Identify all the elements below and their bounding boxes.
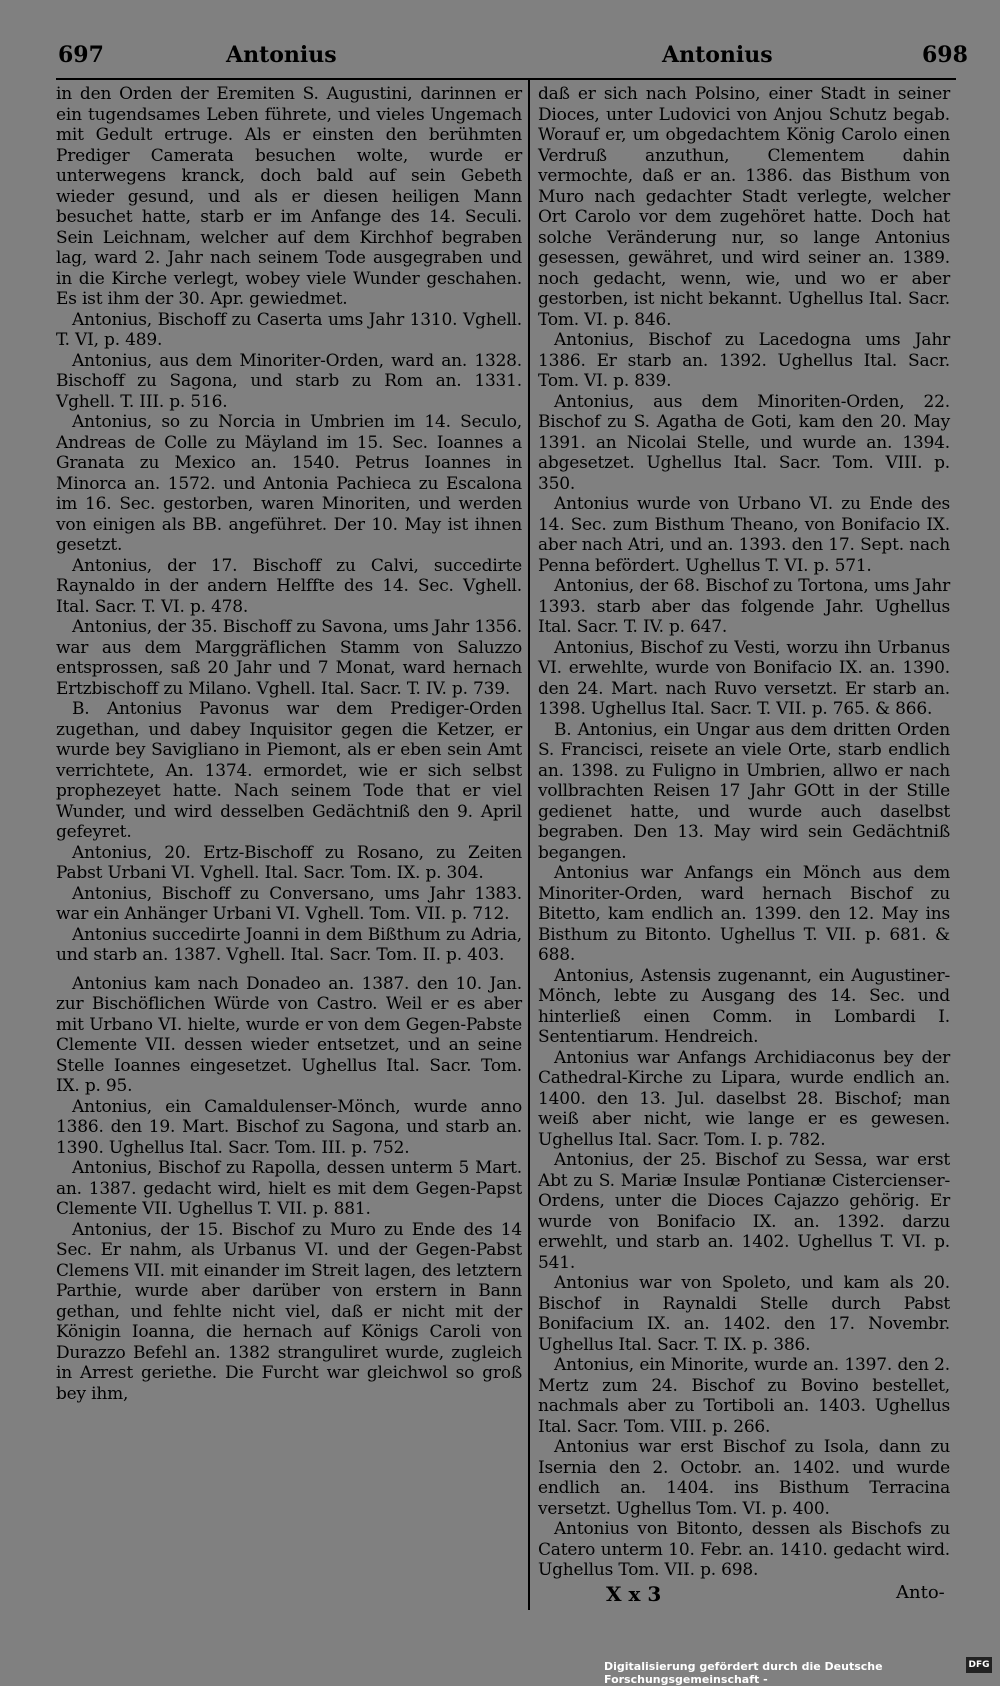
entry: Antonius, 20. Ertz-Bischoff zu Rosano, zu Zeiten Pabst Urbani VI. Vghell. Ital. Sacr. Tom. IX. p. 304. <box>56 842 522 883</box>
entry: Antonius, der 15. Bischof zu Muro zu Ende des 14 Sec. Er nahm, als Urbanus VI. und der Gegen-Pabst Clemens VII. mit einander im Streit lagen, des letztern Parthie, wurde aber darüber von erstern in Bann gethan, und fehlte nicht viel, daß er nicht mit der Königin Ioanna, die hernach auf Königs Caroli von Durazzo Befehl an. 1382 stranguliret wurde, zugleich in Arrest geriethe. Die Furcht war gleichwol so groß bey ihm, <box>56 1219 522 1404</box>
entry: Antonius war erst Bischof zu Isola, dann zu Isernia den 2. Octobr. an. 1402. und wurde endlich an. 1404. ins Bisthum Terracina versetzt. Ughellus Tom. VI. p. 400. <box>538 1437 950 1519</box>
entry: Antonius, so zu Norcia in Umbrien im 14. Seculo, Andreas de Colle zu Mäyland im 15. Sec. Ioannes a Granata zu Mexico an. 1540. Petrus Ioannes in Minorca an. 1572. und Antonia Pachieca zu Escalona im 16. Sec. gestorben, waren Minoriten, und werden von einigen als BB. angeführet. Der 10. May ist ihnen gesetzt. <box>56 412 522 555</box>
digitization-credit: Digitalisierung gefördert durch die Deutsche Forschungsgemeinschaft - <box>604 1660 883 1686</box>
entry: Antonius, Bischof zu Lacedogna ums Jahr 1386. Er starb an. 1392. Ughellus Ital. Sacr. Tom. VI. p. 839. <box>538 330 950 391</box>
entry: Antonius, Bischoff zu Conversano, ums Jahr 1383. war ein Anhänger Urbani VI. Vghell. Tom. VII. p. 712. <box>56 883 522 924</box>
entry: Antonius, ein Minorite, wurde an. 1397. den 2. Mertz zum 24. Bischof zu Bovino bestellet, nachmals aber zu Tortiboli an. 1403. Ughellus Ital. Sacr. Tom. VIII. p. 266. <box>538 1355 950 1437</box>
entry: Antonius war von Spoleto, und kam als 20. Bischof in Raynaldi Stelle durch Pabst Bonifacium IX. an. 1402. den 17. Novembr. Ughellus Ital. Sacr. T. IX. p. 386. <box>538 1273 950 1355</box>
entry: Antonius, Astensis zugenannt, ein Augustiner-Mönch, lebte zu Ausgang des 14. Sec. und hinterließ einen Comm. in Lombardi I. Sententiarum. Hendreich. <box>538 965 950 1047</box>
entry: Antonius, ein Camaldulenser-Mönch, wurde anno 1386. den 19. Mart. Bischof zu Sagona, und starb an. 1390. Ughellus Ital. Sacr. Tom. III. p. 752. <box>56 1096 522 1158</box>
signature-mark: X x 3 <box>606 1582 662 1606</box>
right-page-number: 698 <box>922 42 968 68</box>
dfg-logo: DFG <box>966 1657 992 1673</box>
entry: Antonius war Anfangs ein Mönch aus dem Minoriter-Orden, ward hernach Bischof zu Bitetto, kam endlich an. 1399. den 12. May ins Bisthum zu Bitonto. Ughellus T. VII. p. 681. & 688. <box>538 863 950 965</box>
entry: daß er sich nach Polsino, einer Stadt in seiner Dioces, unter Ludovici von Anjou Schutz begab. Worauf er, um obgedachtem König Carolo einen Verdruß anzuthun, Clementem dahin vermochte, daß er an. 1386. das Bisthum von Muro nach gedachter Stadt verlegte, welcher Ort Carolo vor dem zugehöret hatte. Doch hat solche Veränderung nur, so lange Antonius gesessen, gewähret, und wird seiner an. 1389. noch gedacht, wenn, wie, und wo er aber gestorben, ist nicht bekannt. Ughellus Ital. Sacr. Tom. VI. p. 846. <box>538 84 950 330</box>
entry: in den Orden der Eremiten S. Augustini, darinnen er ein tugendsames Leben führete, und vieles Ungemach mit Gedult ertruge. Als er einsten den berühmten Prediger Camerata besuchen wolte, wurde er unterwegens kranck, doch bald auf sein Gebeth wieder gesund, und als er diesen heiligen Mann besuchet hatte, starb er im Anfange des 14. Seculi. Sein Leichnam, welcher auf dem Kirchhof begraben lag, ward 2. Jahr nach seinem Tode ausgegraben und in die Kirche verlegt, wobey viele Wunder geschahen. Es ist ihm der 30. Apr. gewiedmet. <box>56 84 522 309</box>
entry: Antonius, der 25. Bischof zu Sessa, war erst Abt zu S. Mariæ Insulæ Pontianæ Cistercienser-Ordens, unter die Dioces Cajazzo gehörig. Er wurde von Bonifacio IX. an. 1392. darzu erwehlt, und starb an. 1402. Ughellus T. VI. p. 541. <box>538 1150 950 1273</box>
entry: B. Antonius Pavonus war dem Prediger-Orden zugethan, und dabey Inquisitor gegen die Ketzer, er wurde bey Savigliano in Piemont, als er eben sein Amt verrichtete, An. 1374. ermordet, wie er sich selbst prophezeyet hatte. Nach seinem Tode that er viel Wunder, und wird desselben Gedächtniß den 9. April gefeyret. <box>56 699 522 842</box>
entry: Antonius, Bischoff zu Caserta ums Jahr 1310. Vghell. T. VI, p. 489. <box>56 309 522 350</box>
entry: Antonius, aus dem Minoriter-Orden, ward an. 1328. Bischoff zu Sagona, und starb zu Rom an. 1331. Vghell. T. III. p. 516. <box>56 350 522 412</box>
header-rule <box>56 78 956 80</box>
entry: Antonius, aus dem Minoriten-Orden, 22. Bischof zu S. Agatha de Goti, kam den 20. May 1391. an Nicolai Stelle, und wurde an. 1394. abgesetzet. Ughellus Ital. Sacr. Tom. VIII. p. 350. <box>538 391 950 494</box>
entry: B. Antonius, ein Ungar aus dem dritten Orden S. Francisci, reisete an viele Orte, starb endlich an. 1398. zu Fuligno in Umbrien, allwo er nach vollbrachten Reisen 17 Jahr GOtt in der Stille gedienet hatte, und wurde auch daselbst begraben. Den 13. May wird sein Gedächtniß begangen. <box>538 719 950 863</box>
left-page-number: 697 <box>58 42 104 68</box>
entry: Antonius von Bitonto, dessen als Bischofs zu Catero unterm 10. Febr. an. 1410. gedacht wird. Ughellus Tom. VII. p. 698. <box>538 1519 950 1580</box>
entry: Antonius, der 17. Bischoff zu Calvi, succedirte Raynaldo in der andern Helffte des 14. Sec. Vghell. Ital. Sacr. T. VI. p. 478. <box>56 555 522 617</box>
right-column <box>538 84 950 1581</box>
left-column <box>56 84 522 1404</box>
entry: Antonius war Anfangs Archidiaconus bey der Cathedral-Kirche zu Lipara, wurde endlich an. 1400. den 13. Jul. daselbst 28. Bischof; man weiß aber nicht, wie lange er es gewesen. Ughellus Ital. Sacr. Tom. I. p. 782. <box>538 1047 950 1150</box>
column-divider <box>528 80 530 1610</box>
entry: Antonius succedirte Joanni in dem Bißthum zu Adria, und starb an. 1387. Vghell. Ital. Sacr. Tom. II. p. 403. <box>56 924 522 965</box>
entry: Antonius, der 68. Bischof zu Tortona, ums Jahr 1393. starb aber das folgende Jahr. Ughellus Ital. Sacr. T. IV. p. 647. <box>538 576 950 637</box>
left-running-title: Antonius <box>226 42 337 68</box>
entry: Antonius kam nach Donadeo an. 1387. den 10. Jan. zur Bischöflichen Würde von Castro. Weil er es aber mit Urbano VI. hielte, wurde er von dem Gegen-Pabste Clemente VII. dessen wieder entsetzet, und an seine Stelle Ioannes eingesetzet. Ughellus Ital. Sacr. Tom. IX. p. 95. <box>56 973 522 1096</box>
right-running-title: Antonius <box>662 42 773 68</box>
entry: Antonius, der 35. Bischoff zu Savona, ums Jahr 1356. war aus dem Marggräflichen Stamm von Saluzzo entsprossen, saß 20 Jahr und 7 Monat, ward hernach Ertzbischoff zu Milano. Vghell. Ital. Sacr. T. IV. p. 739. <box>56 617 522 699</box>
catchword: Anto- <box>896 1582 945 1603</box>
entry: Antonius wurde von Urbano VI. zu Ende des 14. Sec. zum Bisthum Theano, von Bonifacio IX. aber nach Atri, und an. 1393. den 17. Sept. nach Penna befördert. Ughellus T. VI. p. 571. <box>538 494 950 576</box>
entry: Antonius, Bischof zu Rapolla, dessen unterm 5 Mart. an. 1387. gedacht wird, hielt es mit dem Gegen-Papst Clemente VII. Ughellus T. VII. p. 881. <box>56 1158 522 1219</box>
entry: Antonius, Bischof zu Vesti, worzu ihn Urbanus VI. erwehlte, wurde von Bonifacio IX. an. 1390. den 24. Mart. nach Ruvo versetzt. Er starb an. 1398. Ughellus Ital. Sacr. T. VII. p. 765. & 866. <box>538 637 950 719</box>
